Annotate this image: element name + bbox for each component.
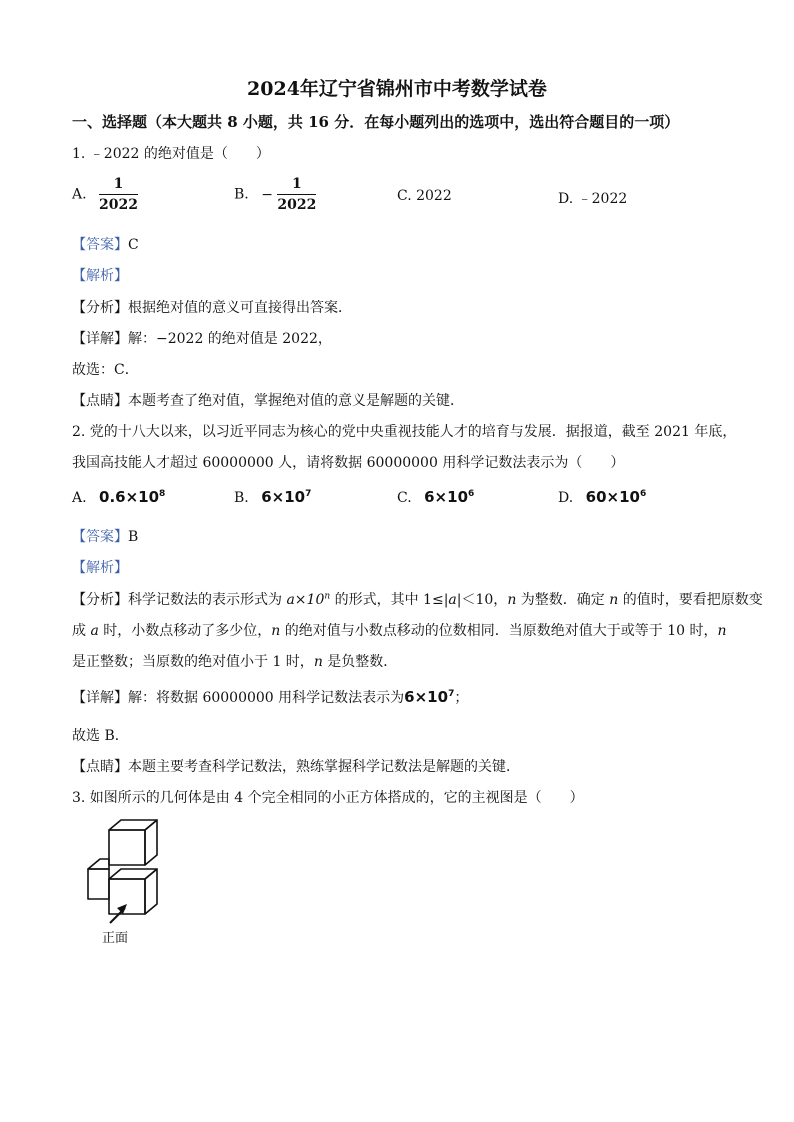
math: a×10 xyxy=(286,592,325,608)
figure-caption: 正面 xyxy=(102,931,129,946)
q2-option-d xyxy=(558,488,646,506)
q1-detail xyxy=(72,328,332,348)
q1-option-d: D. ﹣2022 xyxy=(558,191,628,207)
comment-tag: 【点睛】 xyxy=(72,393,128,409)
option-label: C. xyxy=(397,490,412,506)
q1-option-a xyxy=(72,176,138,213)
comment-tag: 【点睛】 xyxy=(72,759,128,775)
q3-stem: 3. 如图所示的几何体是由 4 个完全相同的小正方体搭成的，它的主视图是（ ） xyxy=(72,790,584,806)
sci-base: 0.6×10 xyxy=(99,488,160,506)
numerator: 1 xyxy=(277,176,316,195)
answer-tag: 【答案】 xyxy=(72,529,128,545)
q2-comment xyxy=(72,756,520,776)
detail-tag: 【详解】 xyxy=(72,331,128,347)
math: n xyxy=(271,623,281,639)
q1-stem: 1. ﹣2022 的绝对值是（ ） xyxy=(72,146,270,162)
text: 是负整数． xyxy=(322,654,398,670)
cube-stack-figure xyxy=(80,815,170,930)
answer-tag: 【答案】 xyxy=(72,237,128,253)
sci-exponent: 6 xyxy=(639,489,647,499)
sci-base: 60×10 xyxy=(585,488,640,506)
math: n xyxy=(717,623,727,639)
q2-option-b xyxy=(234,488,311,506)
sci-exponent: 6 xyxy=(468,489,475,499)
minus-sign: − xyxy=(261,186,273,203)
q2-option-a xyxy=(72,488,165,506)
q2-conclusion: 故选 B． xyxy=(72,728,129,744)
q2-option-c xyxy=(397,488,474,506)
sci-base: 6×10 xyxy=(261,488,306,506)
q1-analysis-tag: 【解析】 xyxy=(72,268,128,284)
fraction xyxy=(277,176,316,213)
detail-text: 解：将数据 60000000 用科学记数法表示为 xyxy=(128,690,405,706)
text: 的值时，要看把原数变 xyxy=(618,592,763,608)
answer-value: C xyxy=(128,237,139,253)
math: a xyxy=(90,623,99,639)
text: 的绝对值与小数点移动的位数相同．当原数绝对值大于或等于 10 时， xyxy=(280,623,718,639)
option-label: A. xyxy=(72,186,87,203)
q1-fenxi xyxy=(72,297,352,317)
option-label: B. xyxy=(234,186,249,203)
q1-option-c: C. 2022 xyxy=(397,188,452,204)
fraction xyxy=(99,176,138,213)
sci-exponent: 8 xyxy=(159,489,166,499)
option-label: B. xyxy=(234,490,249,506)
denominator: 2022 xyxy=(277,197,317,213)
comment-text: 本题考查了绝对值，掌握绝对值的意义是解题的关键． xyxy=(128,393,464,409)
page-title: 2024年辽宁省锦州市中考数学试卷 xyxy=(247,78,547,100)
sci-base: 6×10 xyxy=(424,488,469,506)
text: 是正整数；当原数的绝对值小于 1 时， xyxy=(72,654,314,670)
q2-fenxi-line3 xyxy=(72,651,397,671)
q2-stem-line2: 我国高技能人才超过 60000000 人，请将数据 60000000 用科学记数法表示为（ ） xyxy=(72,455,625,471)
text: 的形式，其中 1≤| xyxy=(330,592,449,608)
q2-detail xyxy=(72,687,468,707)
math: n xyxy=(313,654,323,670)
denominator: 2022 xyxy=(99,197,138,213)
detail-tag: 【详解】 xyxy=(72,690,128,706)
fenxi-text: 根据绝对值的意义可直接得出答案． xyxy=(128,300,352,316)
q2-stem-line1: 2. 党的十八大以来，以习近平同志为核心的党中央重视技能人才的培育与发展．据报道，截至 2021 年底， xyxy=(72,424,737,440)
math: n xyxy=(324,591,331,602)
option-label: A. xyxy=(72,490,87,506)
q1-comment xyxy=(72,390,464,410)
q2-answer xyxy=(72,526,138,546)
math: a xyxy=(448,592,457,608)
math: n xyxy=(609,592,619,608)
text: 为整数．确定 xyxy=(516,592,610,608)
text: 成 xyxy=(72,623,91,639)
section-heading: 一、选择题（本大题共 8 小题，共 16 分．在每小题列出的选项中，选出符合题目的一项） xyxy=(72,113,680,131)
q2-fenxi-line1 xyxy=(72,589,763,609)
sci-base: 6×10 xyxy=(404,688,449,706)
answer-value: B xyxy=(128,529,139,545)
q1-conclusion: 故选：C． xyxy=(72,362,139,378)
q2-fenxi-line2 xyxy=(72,620,727,640)
text: 科学记数法的表示形式为 xyxy=(128,592,287,608)
fenxi-tag: 【分析】 xyxy=(72,300,128,316)
numerator: 1 xyxy=(99,176,138,195)
text: 时，小数点移动了多少位， xyxy=(98,623,272,639)
detail-text: 解：−2022 的绝对值是 2022， xyxy=(128,331,332,347)
q1-option-b xyxy=(234,176,316,213)
q1-answer xyxy=(72,234,139,254)
comment-text: 本题主要考查科学记数法，熟练掌握科学记数法是解题的关键． xyxy=(128,759,520,775)
sci-exponent: 7 xyxy=(305,489,312,499)
math: n xyxy=(507,592,517,608)
fenxi-tag: 【分析】 xyxy=(72,592,128,608)
detail-end: ； xyxy=(454,690,469,706)
sci-exponent: 7 xyxy=(448,689,455,699)
text: |＜10， xyxy=(456,592,508,608)
q2-analysis-tag: 【解析】 xyxy=(72,560,128,576)
option-label: D. xyxy=(558,490,574,506)
